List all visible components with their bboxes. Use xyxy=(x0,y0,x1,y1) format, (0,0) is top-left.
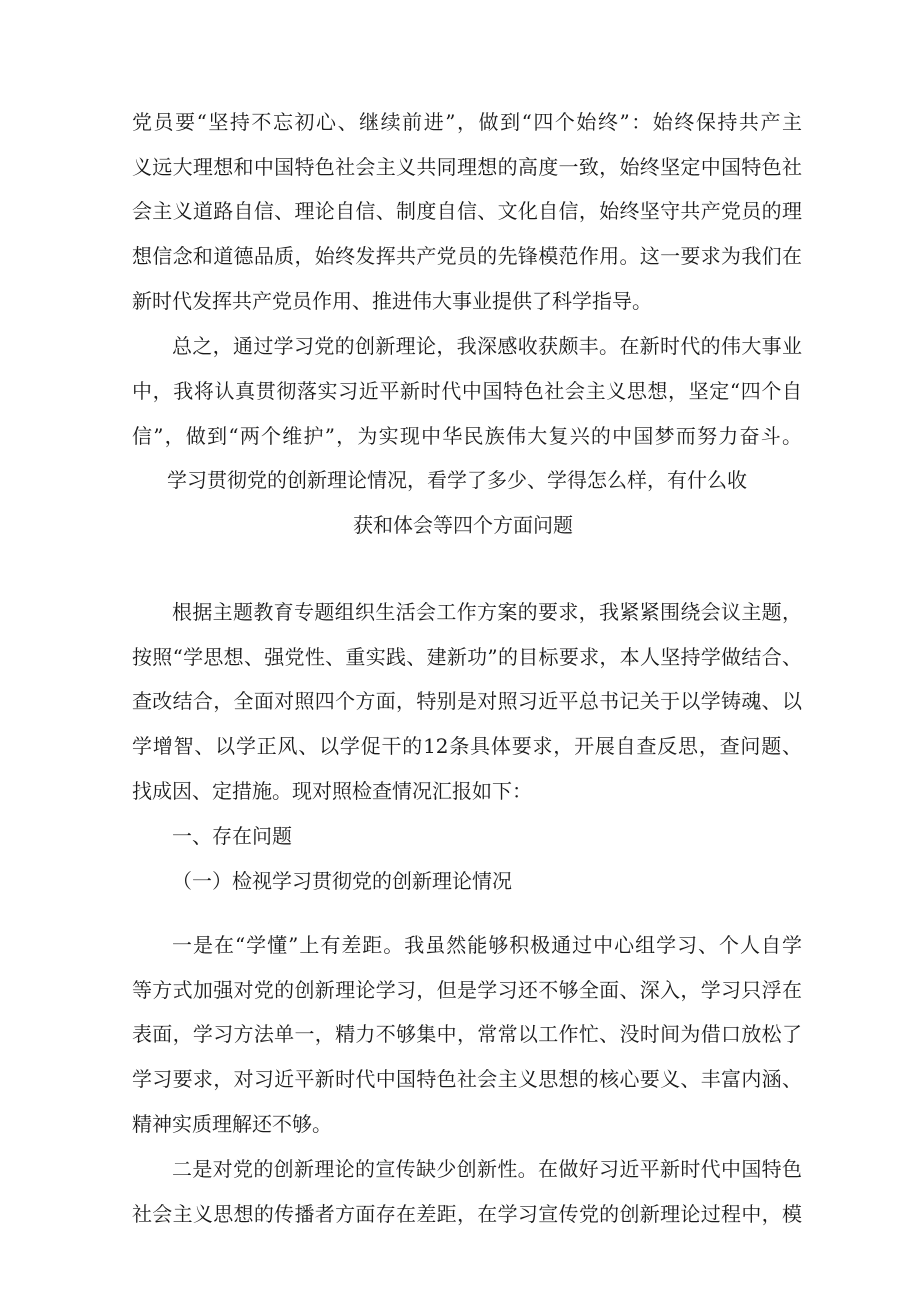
text-line: 想信念和道德品质，始终发挥共产党员的先锋模范作用。这一要求为我们在 xyxy=(132,244,802,268)
heading-level-1: 一、存在问题 xyxy=(172,824,292,848)
text-line: 查改结合，全面对照四个方面，特别是对照习近平总书记关于以学铸魂、以 xyxy=(132,689,802,713)
text-line: 义远大理想和中国特色社会主义共同理想的高度一致，始终坚定中国特色社 xyxy=(132,155,802,179)
text-line: 找成因、定措施。现对照检查情况汇报如下： xyxy=(132,779,532,803)
text-line: 党员要“坚持不忘初心、继续前进”，做到“四个始终”：始终保持共产主 xyxy=(132,110,802,134)
heading-level-2: （一）检视学习贯彻党的创新理论情况 xyxy=(172,869,512,893)
text-line: 学增智、以学正风、以学促干的12条具体要求，开展自查反思，查问题、 xyxy=(132,734,802,758)
text-line: 按照“学思想、强党性、重实践、建新功”的目标要求，本人坚持学做结合、 xyxy=(132,645,802,669)
text-line: 表面，学习方法单一，精力不够集中，常常以工作忙、没时间为借口放松了 xyxy=(132,1022,802,1046)
text-line: 等方式加强对党的创新理论学习，但是学习还不够全面、深入，学习只浮在 xyxy=(132,978,802,1002)
text-line: 精神实质理解还不够。 xyxy=(132,1112,332,1136)
text-line: 一是在“学懂”上有差距。我虽然能够积极通过中心组学习、个人自学 xyxy=(172,933,802,957)
title-line-1: 学习贯彻党的创新理论情况，看学了多少、学得怎么样，有什么收 xyxy=(167,468,747,492)
title-line-2: 获和体会等四个方面问题 xyxy=(353,513,573,537)
text-line: 会主义道路自信、理论自信、制度自信、文化自信，始终坚守共产党员的理 xyxy=(132,199,802,223)
text-line: 信”，做到“两个维护”，为实现中华民族伟大复兴的中国梦而努力奋斗。 xyxy=(132,424,802,448)
text-line: 二是对党的创新理论的宣传缺少创新性。在做好习近平新时代中国特色 xyxy=(172,1157,802,1181)
text-line: 总之，通过学习党的创新理论，我深感收获颇丰。在新时代的伟大事业 xyxy=(172,334,802,358)
text-line: 根据主题教育专题组织生活会工作方案的要求，我紧紧围绕会议主题， xyxy=(172,600,802,624)
text-line: 中，我将认真贯彻落实习近平新时代中国特色社会主义思想，坚定“四个自 xyxy=(132,379,802,403)
text-line: 新时代发挥共产党员作用、推进伟大事业提供了科学指导。 xyxy=(132,289,652,313)
text-line: 学习要求，对习近平新时代中国特色社会主义思想的核心要义、丰富内涵、 xyxy=(132,1067,802,1091)
text-line: 社会主义思想的传播者方面存在差距，在学习宣传党的创新理论过程中，模 xyxy=(132,1202,802,1226)
